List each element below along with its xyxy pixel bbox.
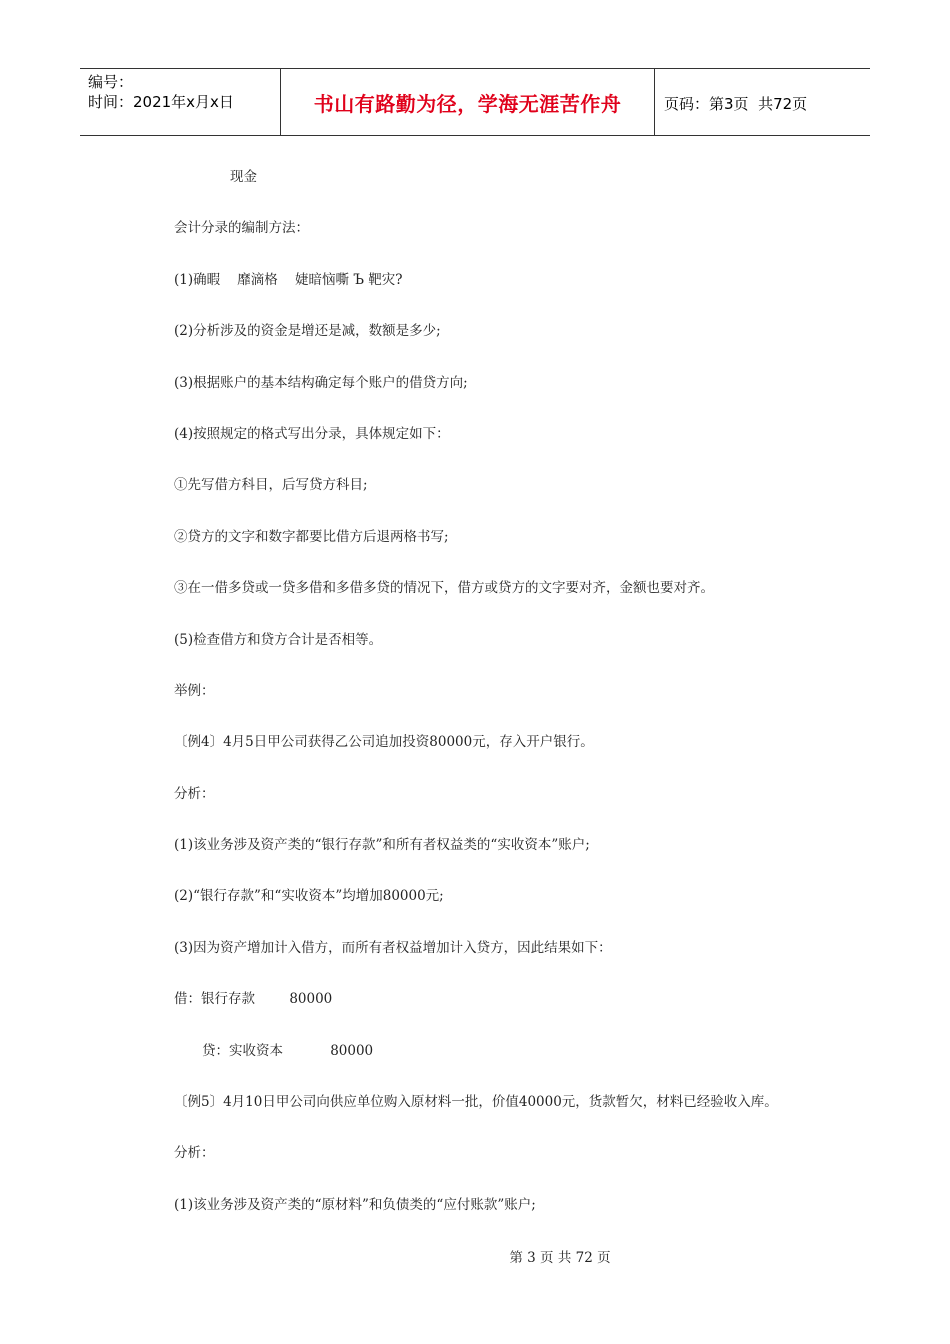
text-line: ①先写借方科目，后写贷方科目; — [174, 477, 368, 494]
text-line: (2)分析涉及的资金是增还是减，数额是多少; — [174, 323, 441, 340]
text-line: ③在一借多贷或一贷多借和多借多贷的情况下，借方或贷方的文字要对齐，金额也要对齐。 — [174, 580, 714, 597]
text-line: ②贷方的文字和数字都要比借方后退两格书写; — [174, 528, 449, 545]
document-body — [174, 164, 854, 1243]
analysis-label: 分析： — [174, 785, 215, 802]
text-line: (1)该业务涉及资产类的“原材料”和负债类的“应付账款”账户; — [174, 1196, 536, 1213]
page-header — [80, 68, 870, 136]
header-motto: 书山有路勤为径，学海无涯苦作舟 — [281, 69, 655, 135]
text-line: (5)检查借方和贷方合计是否相等。 — [174, 631, 383, 648]
analysis-label: 分析： — [174, 1145, 215, 1162]
header-left-cell — [80, 69, 281, 135]
header-page-info: 页码：第3页 共72页 — [664, 95, 808, 113]
text-line: (3)根据账户的基本结构确定每个账户的借贷方向; — [174, 374, 468, 391]
example-5: 〔例5〕4月10日甲公司向供应单位购入原材料一批，价值40000元，货款暂欠，材料已经验收入库。 — [174, 1094, 778, 1111]
section-heading-method: 会计分录的编制方法： — [174, 220, 309, 237]
text-line: (4)按照规定的格式写出分录，具体规定如下： — [174, 425, 450, 442]
text-line-cash: 现金 — [230, 169, 257, 185]
text-line: (2)“银行存款”和“实收资本”均增加80000元; — [174, 888, 444, 905]
document-number-label: 编号： — [88, 73, 134, 91]
journal-debit-line: 借：银行存款 80000 — [174, 991, 333, 1008]
text-line: (3)因为资产增加计入借方，而所有者权益增加计入贷方，因此结果如下： — [174, 939, 612, 956]
page-footer: 第 3 页 共 72 页 — [509, 1250, 611, 1266]
document-time-label: 时间：2021年x月x日 — [88, 93, 234, 111]
text-line: (1)确暇 靡滴格 婕暗恼嘶 Ъ 靶灾? — [174, 271, 403, 288]
section-heading-example: 举例： — [174, 682, 215, 699]
example-4: 〔例4〕4月5日甲公司获得乙公司追加投资80000元，存入开户银行。 — [174, 734, 594, 751]
text-line: (1)该业务涉及资产类的“银行存款”和所有者权益类的“实收资本”账户; — [174, 837, 590, 854]
journal-credit-line: 贷：实收资本 80000 — [202, 1042, 374, 1059]
